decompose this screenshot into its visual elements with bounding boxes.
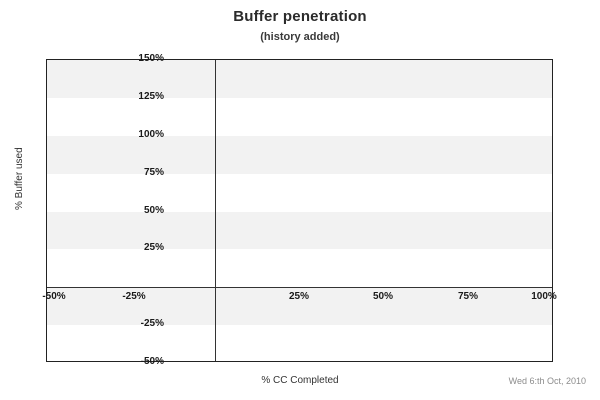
x-tick-labels <box>42 59 557 362</box>
x-tick-label: 100% <box>531 291 557 302</box>
y-axis-title: % Buffer used <box>14 147 25 210</box>
y-tick-label: -25% <box>140 318 164 330</box>
x-tick-label: 50% <box>372 291 394 302</box>
y-tick-label: 150% <box>138 53 164 64</box>
x-tick-label: 75% <box>457 291 479 302</box>
x-axis-title: % CC Completed <box>261 375 339 386</box>
chart-subtitle: (history added) <box>260 31 340 43</box>
chart-title: Buffer penetration <box>233 8 367 25</box>
y-tick-label: -50% <box>140 356 164 367</box>
y-tick-label: 125% <box>138 90 164 102</box>
x-tick-label: 25% <box>288 291 310 302</box>
y-tick-label: 50% <box>143 204 164 216</box>
y-tick-label: 100% <box>138 128 164 140</box>
x-tick-label: -50% <box>42 291 66 302</box>
y-tick-label: 25% <box>143 242 164 254</box>
y-tick-label: 75% <box>143 166 164 178</box>
date-stamp: Wed 6:th Oct, 2010 <box>508 376 586 386</box>
x-tick-label: -25% <box>122 291 146 302</box>
